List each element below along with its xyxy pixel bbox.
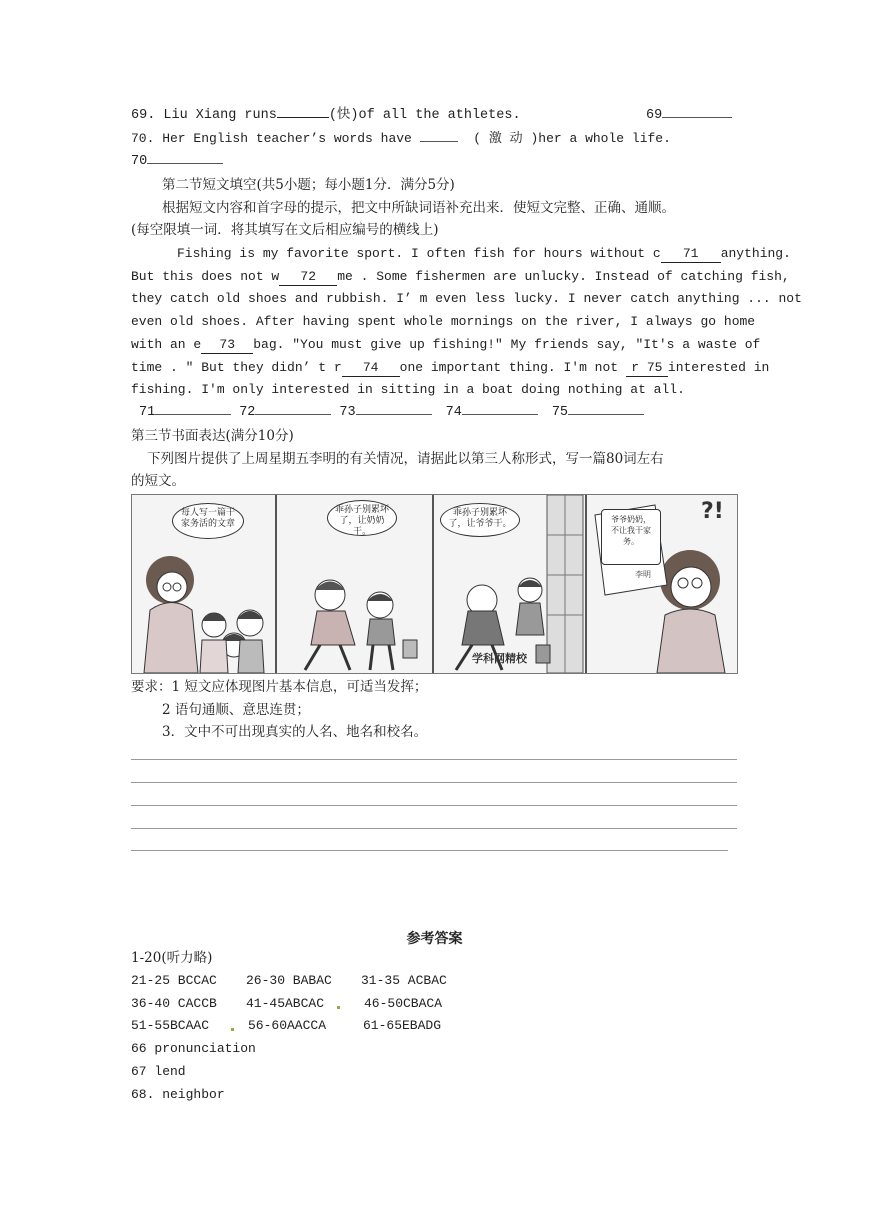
q69-text: 69. Liu Xiang runs (131, 108, 277, 123)
passage-line-1 (177, 244, 791, 264)
comic-bubble-1: 每人写一篇干家务活的文章 (172, 503, 244, 539)
stray-mark (337, 1006, 340, 1009)
sec2-title: 第二节短文填空(共5小题；每小题1分．满分5分) (162, 177, 455, 193)
q69-answer-blank[interactable] (662, 117, 732, 118)
q70-num: 70 (131, 154, 148, 169)
ans-61-65: 61-65EBADG (363, 1018, 442, 1033)
passage-l2b: me . Some fishermen are unlucky. Instead of catching fish, (337, 269, 790, 284)
passage-l5a: with an e (131, 337, 202, 352)
writing-line-4[interactable] (131, 828, 737, 829)
stray-mark (231, 1028, 234, 1031)
comic-watermark: 学科网精校 (472, 652, 527, 665)
q69-num: 69 (646, 108, 663, 123)
q69-blank[interactable] (277, 117, 329, 118)
ans-blank-71[interactable] (155, 414, 231, 415)
passage-line-2 (131, 267, 790, 287)
ans-21-25: 21-25 BCCAC (131, 973, 217, 988)
q70-blank[interactable] (420, 141, 458, 142)
requirement-2: 2 语句通顺、意思连贯； (162, 702, 310, 718)
comic-bubble-3: 乖孙子别累坏了，让爷爷干。 (440, 503, 520, 537)
answers-line-3 (131, 1016, 737, 1036)
ans-36-40: 36-40 CACCB (131, 996, 217, 1011)
comic-panel-4 (585, 495, 737, 673)
answers-title: 参考答案 (406, 931, 463, 947)
ans-label-73: 73 (339, 405, 356, 420)
q70-hint: ( 激 动 )her a whole life. (473, 131, 671, 146)
ans-blank-73[interactable] (356, 414, 432, 415)
comic-exclaim: ?! (701, 499, 724, 524)
comic-paper-name: 李明 (635, 570, 651, 579)
sec3-instr1: 下列图片提供了上周星期五李明的有关情况，请据此以第三人称形式，写一篇80词左右 (147, 451, 664, 467)
q70-text: 70. Her English teacher’s words have (131, 131, 420, 146)
ans-41-45: 41-45ABCAC (246, 996, 325, 1011)
comic-bubble-2: 乖孙子别累坏了，让奶奶干。 (327, 500, 397, 536)
blank-75[interactable]: r 75 (626, 360, 668, 377)
passage-l5b: bag. "You must give up fishing!" My friends say, "It's a waste of (253, 337, 761, 352)
sec2-instr1: 根据短文内容和首字母的提示，把文中所缺词语补充出来．使短文完整、正确、通顺。 (162, 200, 675, 216)
ans-label-75: 75 (551, 405, 569, 420)
passage-line-4: even old shoes. After having spent whole mornings on the river, I always go home (131, 314, 756, 329)
sec3-title: 第三节书面表达(满分10分) (131, 428, 294, 444)
ans-26-30: 26-30 BABAC (246, 973, 332, 988)
question-70 (131, 129, 737, 149)
comic-strip (131, 494, 738, 674)
q69-answer-label (646, 106, 732, 126)
blank-71[interactable]: 71 (661, 246, 721, 263)
writing-line-2[interactable] (131, 782, 737, 783)
passage-line-6 (131, 358, 770, 378)
answers-line-1 (131, 971, 737, 991)
passage-l6a: time . " But they didn’ t r (131, 360, 342, 375)
comic-panel-1 (132, 495, 277, 673)
answers-line-2 (131, 994, 737, 1014)
passage-line-5 (131, 335, 761, 355)
passage-l1b: anything. (720, 246, 791, 261)
answers-line-5: 67 lend (131, 1064, 186, 1079)
comic-panel-2 (275, 495, 434, 673)
ans-blank-75[interactable] (568, 414, 644, 415)
passage-line-7: fishing. I'm only interested in sitting in a boat doing nothing at all. (131, 382, 685, 397)
ans-blank-72[interactable] (255, 414, 331, 415)
ans-31-35: 31-35 ACBAC (361, 973, 447, 988)
q69-hint: (快)of all the athletes. (328, 108, 521, 123)
q70-answer-blank[interactable] (147, 163, 223, 164)
writing-line-5[interactable] (131, 850, 728, 851)
passage-l6b: one important thing. I'm not (399, 360, 626, 375)
comic-paper: 爷爷奶奶，不让我干家务。 (601, 509, 661, 565)
passage-l2a: But this does not w (131, 269, 280, 284)
blank-72[interactable]: 72 (279, 269, 337, 286)
ans-blank-74[interactable] (462, 414, 538, 415)
passage-l6c: interested in (667, 360, 770, 375)
requirement-3: 3．文中不可出现真实的人名、地名和校名。 (162, 724, 428, 740)
blank-73[interactable]: 73 (201, 337, 253, 354)
ans-label-71: 71 (139, 405, 156, 420)
ans-51-55: 51-55BCAAC (131, 1018, 210, 1033)
passage-l1a: Fishing is my favorite sport. I often fish for hours without c (177, 246, 661, 261)
answers-line-4: 66 pronunciation (131, 1041, 256, 1056)
writing-line-3[interactable] (131, 805, 737, 806)
comic-panel-3 (432, 495, 587, 673)
requirement-1: 要求：1 短文应体现图片基本信息，可适当发挥； (131, 679, 428, 695)
ans-label-74: 74 (445, 405, 462, 420)
blank-74[interactable]: 74 (342, 360, 400, 377)
answers-line-6: 68. neighbor (131, 1087, 225, 1102)
passage-line-3: they catch old shoes and rubbish. I’ m even less lucky. I never catch anything ... not (131, 291, 802, 306)
question-69 (131, 106, 737, 126)
sec3-instr2: 的短文。 (131, 473, 185, 489)
answers-line-0: 1-20(听力略) (131, 950, 213, 966)
ans-46-50: 46-50CBACA (364, 996, 443, 1011)
ans-56-60: 56-60AACCA (248, 1018, 327, 1033)
sec2-instr2: (每空限填一词．将其填写在文后相应编号的横线上) (131, 222, 439, 238)
writing-line-1[interactable] (131, 759, 737, 760)
ans-label-72: 72 (239, 405, 256, 420)
blank-answer-row (139, 403, 745, 423)
q70-answer-label (131, 152, 737, 172)
